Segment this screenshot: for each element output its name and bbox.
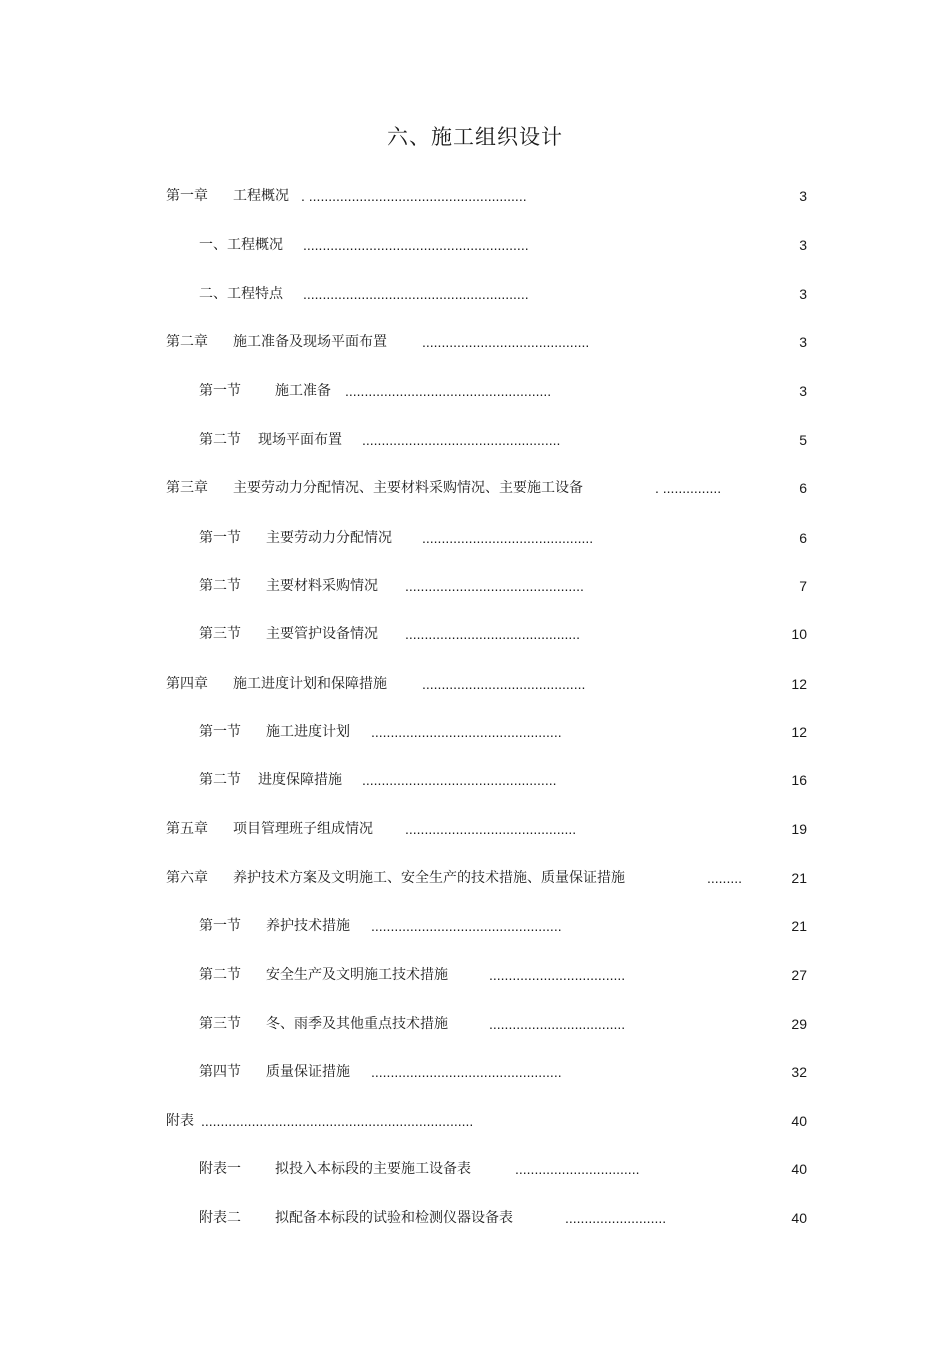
toc-page-number: 12: [791, 676, 807, 692]
toc-entry-title: 冬、雨季及其他重点技术措施: [266, 1016, 448, 1032]
toc-entry-number: 附表二: [199, 1210, 241, 1226]
toc-entry-number: 第二节: [199, 772, 241, 788]
toc-entry-number: 第一节: [199, 724, 241, 740]
toc-entry-title: 质量保证措施: [266, 1064, 350, 1080]
toc-leader-dots: .................................................: [371, 724, 562, 740]
toc-entry-chapter-5[interactable]: [0, 818, 950, 840]
toc-entry-1-2[interactable]: [0, 283, 950, 305]
toc-entry-6-4[interactable]: [0, 1061, 950, 1083]
toc-entry-title: 现场平面布置: [258, 432, 342, 448]
toc-page-number: 6: [799, 480, 807, 496]
toc-page-number: 27: [791, 967, 807, 983]
toc-leader-dots: ..............................................: [405, 578, 584, 594]
toc-leader-dots: ......................................................................: [201, 1113, 474, 1129]
toc-entry-title: 主要材料采购情况: [266, 578, 378, 594]
toc-entry-6-2[interactable]: [0, 964, 950, 986]
toc-entry-3-3[interactable]: [0, 623, 950, 645]
toc-page-number: 6: [799, 530, 807, 546]
toc-page-number: 10: [791, 626, 807, 642]
toc-leader-dots: ............................................: [405, 821, 577, 837]
toc-leader-dots: . ........................................................: [301, 188, 527, 204]
toc-entry-number: 第二节: [199, 432, 241, 448]
toc-leader-dots: .........: [707, 870, 743, 886]
toc-entry-title: 施工准备及现场平面布置: [233, 334, 387, 350]
toc-page-number: 3: [799, 286, 807, 302]
toc-page-number: 3: [799, 237, 807, 253]
toc-entry-number: 附表: [166, 1113, 194, 1129]
toc-entry-number: 第一节: [199, 530, 241, 546]
toc-leader-dots: .....................................................: [345, 383, 552, 399]
toc-page-number: 32: [791, 1064, 807, 1080]
toc-leader-dots: ..........................................: [422, 676, 586, 692]
toc-entry-title: 一、工程概况: [199, 237, 283, 253]
toc-entry-number: 第五章: [166, 821, 208, 837]
toc-entry-appendix-2[interactable]: [0, 1207, 950, 1229]
toc-leader-dots: ..........................................................: [303, 237, 529, 253]
toc-entry-title: 拟配备本标段的试验和检测仪器设备表: [275, 1210, 513, 1226]
toc-leader-dots: ..........................: [565, 1210, 667, 1226]
page-title: 六、施工组织设计: [387, 125, 563, 149]
toc-page-number: 12: [791, 724, 807, 740]
toc-entry-chapter-4[interactable]: [0, 673, 950, 695]
toc-leader-dots: ..................................................: [362, 772, 557, 788]
toc-entry-1-1[interactable]: [0, 234, 950, 256]
toc-entry-number: 第三章: [166, 480, 208, 496]
toc-entry-4-2[interactable]: [0, 769, 950, 791]
toc-entry-number: 第二节: [199, 578, 241, 594]
toc-entry-number: 第三节: [199, 1016, 241, 1032]
toc-entry-chapter-1[interactable]: [0, 185, 950, 207]
toc-entry-title: 工程概况: [233, 188, 289, 204]
toc-entry-title: 项目管理班子组成情况: [233, 821, 373, 837]
toc-entry-number: 第四节: [199, 1064, 241, 1080]
toc-page-number: 40: [791, 1210, 807, 1226]
toc-entry-number: 第一节: [199, 918, 241, 934]
toc-entry-3-1[interactable]: [0, 527, 950, 549]
toc-entry-number: 第四章: [166, 676, 208, 692]
toc-entry-title: 主要劳动力分配情况: [266, 530, 392, 546]
toc-entry-title: 二、工程特点: [199, 286, 283, 302]
toc-leader-dots: ...................................: [489, 1016, 626, 1032]
toc-entry-number: 第一节: [199, 383, 241, 399]
toc-entry-number: 第三节: [199, 626, 241, 642]
toc-entry-6-3[interactable]: [0, 1013, 950, 1035]
toc-entry-6-1[interactable]: [0, 915, 950, 937]
toc-leader-dots: .................................................: [371, 1064, 562, 1080]
toc-entry-title: 养护技术措施: [266, 918, 350, 934]
toc-entry-title: 拟投入本标段的主要施工设备表: [275, 1161, 471, 1177]
toc-entry-4-1[interactable]: [0, 721, 950, 743]
toc-entry-title: 安全生产及文明施工技术措施: [266, 967, 448, 983]
toc-page-number: 21: [791, 870, 807, 886]
toc-page-number: 5: [799, 432, 807, 448]
toc-page-number: 19: [791, 821, 807, 837]
toc-entry-appendix-1[interactable]: [0, 1158, 950, 1180]
toc-entry-title: 养护技术方案及文明施工、安全生产的技术措施、质量保证措施: [233, 870, 625, 886]
toc-leader-dots: . ...............: [655, 480, 722, 496]
toc-entry-chapter-3[interactable]: [0, 477, 950, 499]
toc-leader-dots: .................................................: [371, 918, 562, 934]
toc-entry-title: 主要管护设备情况: [266, 626, 378, 642]
toc-entry-title: 施工进度计划: [266, 724, 350, 740]
toc-entry-number: 第一章: [166, 188, 208, 204]
toc-entry-title: 进度保障措施: [258, 772, 342, 788]
toc-entry-2-2[interactable]: [0, 429, 950, 451]
toc-leader-dots: ...........................................: [422, 334, 590, 350]
toc-entry-appendix[interactable]: [0, 1110, 950, 1132]
toc-leader-dots: ...................................................: [362, 432, 561, 448]
toc-leader-dots: ................................: [515, 1161, 640, 1177]
toc-page-number: 40: [791, 1161, 807, 1177]
toc-entry-title: 施工进度计划和保障措施: [233, 676, 387, 692]
toc-entry-title: 主要劳动力分配情况、主要材料采购情况、主要施工设备: [233, 480, 583, 496]
toc-leader-dots: .............................................: [405, 626, 581, 642]
toc-entry-number: 第六章: [166, 870, 208, 886]
toc-page-number: 3: [799, 383, 807, 399]
toc-leader-dots: ..........................................................: [303, 286, 529, 302]
toc-entry-chapter-6[interactable]: [0, 867, 950, 889]
toc-page-number: 7: [799, 578, 807, 594]
toc-entry-number: 第二章: [166, 334, 208, 350]
toc-leader-dots: ...................................: [489, 967, 626, 983]
toc-entry-chapter-2[interactable]: [0, 331, 950, 353]
toc-page-number: 40: [791, 1113, 807, 1129]
toc-leader-dots: ............................................: [422, 530, 594, 546]
toc-page-number: 3: [799, 334, 807, 350]
toc-entry-2-1[interactable]: [0, 380, 950, 402]
toc-entry-number: 第二节: [199, 967, 241, 983]
toc-page-number: 3: [799, 188, 807, 204]
toc-page-number: 21: [791, 918, 807, 934]
toc-page-number: 29: [791, 1016, 807, 1032]
toc-entry-number: 附表一: [199, 1161, 241, 1177]
toc-entry-3-2[interactable]: [0, 575, 950, 597]
toc-page-number: 16: [791, 772, 807, 788]
toc-entry-title: 施工准备: [275, 383, 331, 399]
